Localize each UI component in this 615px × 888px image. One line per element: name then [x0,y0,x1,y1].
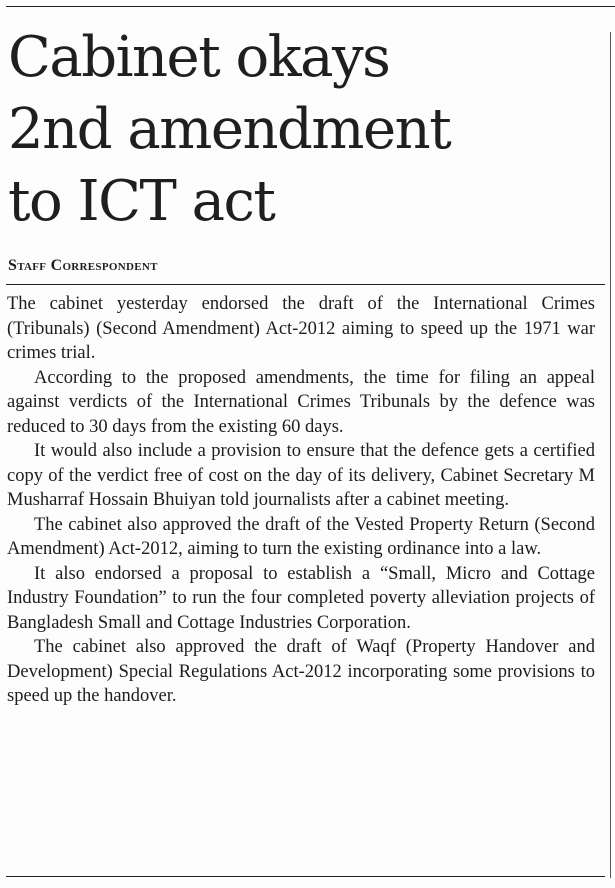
byline: Staff Correspondent [8,257,158,274]
top-rule [6,6,615,7]
article-paragraph: According to the proposed amendments, the time for filing an appeal against verdicts of the International Crimes Tribunals by the defence was reduced to 30 days from the existing 60 days. [7,367,595,437]
column-rule [610,32,611,878]
headline-line: 2nd amendment [8,97,451,162]
article-paragraph: It also endorsed a proposal to establish a “Small, Micro and Cottage Industry Foundation” to run the four completed poverty alleviation projects of Bangladesh Small and Cottage Industries Corporation. [7,563,595,633]
article-paragraph: It would also include a provision to ensure that the defence gets a certified copy of the verdict free of cost on the day of its delivery, Cabinet Secretary M Musharraf Hossain Bhuiyan told journalists after a cabinet meeting. [7,441,595,510]
article-paragraph: The cabinet also approved the draft of the Vested Property Return (Second Amendment) Act-2012, aiming to turn the existing ordinance into a law. [7,514,595,559]
byline-rule [6,284,605,285]
headline-line: to ICT act [8,169,275,234]
bottom-rule [6,876,605,877]
article-body [7,292,595,709]
headline [8,22,598,238]
article-paragraph: The cabinet yesterday endorsed the draft of the International Crimes (Tribunals) (Second Amendment) Act-2012 aiming to speed up the 1971 war crimes trial. [7,294,595,363]
headline-line: Cabinet okays [8,25,390,90]
article-paragraph: The cabinet also approved the draft of Waqf (Property Handover and Development) Special Regulations Act-2012 incorporating some provisions to speed up the handover. [7,637,595,706]
